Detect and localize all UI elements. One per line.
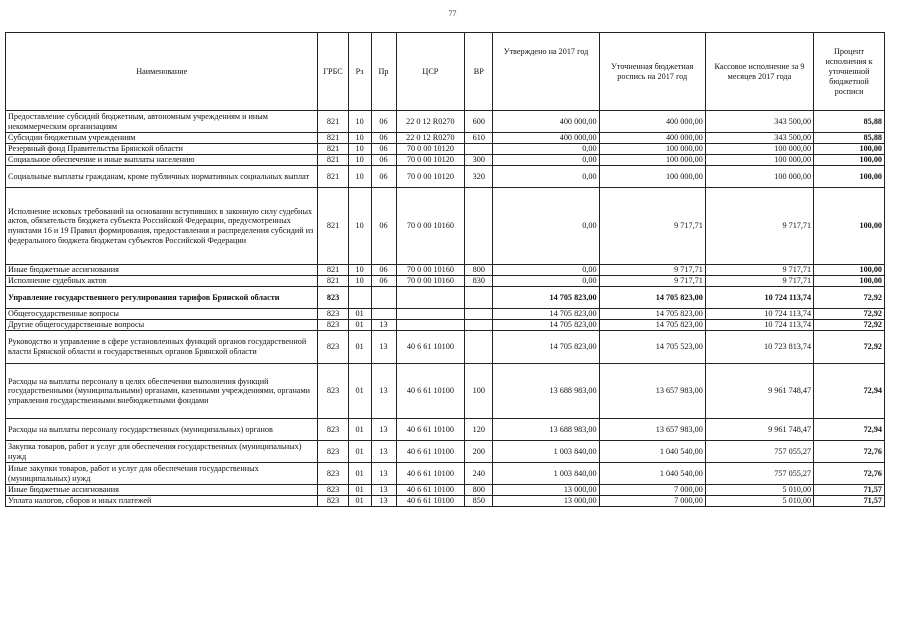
row-approved: 0,00 [493,166,599,188]
row-name: Закупка товаров, работ и услуг для обеспечения государственных (муниципальных) нужд [6,441,318,463]
row-vr [465,331,493,364]
row-approved: 14 705 823,00 [493,287,599,309]
table-row [6,111,885,133]
row-rz: 01 [348,364,371,419]
row-name: Исполнение исковых требований на основании вступивших в законную силу судебных актов, обязательств бюджета субъекта Российской Федерации, предусмотренных пунктами 16 и 19 Правил формирования, предоставления и распределения субсидий из федерального бюджета бюджетам субъектов Российской Федерации [6,188,318,265]
row-csr: 70 0 00 10160 [396,188,465,265]
row-csr [396,287,465,309]
row-csr: 22 0 12 R0270 [396,133,465,144]
row-percent: 100,00 [814,188,885,265]
row-csr: 70 0 00 10120 [396,166,465,188]
budget-table [5,32,885,507]
row-approved: 0,00 [493,155,599,166]
table-row [6,419,885,441]
row-name: Резервный фонд Правительства Брянской области [6,144,318,155]
row-cash: 10 724 113,74 [705,309,813,320]
row-approved: 400 000,00 [493,133,599,144]
row-refined: 7 000,00 [599,496,705,507]
row-csr: 70 0 00 10120 [396,155,465,166]
row-percent: 72,92 [814,320,885,331]
row-percent: 100,00 [814,155,885,166]
row-approved: 0,00 [493,144,599,155]
row-grbs: 821 [318,265,348,276]
row-rz: 01 [348,441,371,463]
row-refined: 13 657 983,00 [599,364,705,419]
header-pr: Пр [371,33,396,111]
row-cash: 5 010,00 [705,496,813,507]
row-refined: 7 000,00 [599,485,705,496]
row-name: Субсидии бюджетным учреждениям [6,133,318,144]
row-percent: 71,57 [814,485,885,496]
row-vr: 800 [465,485,493,496]
row-approved: 0,00 [493,188,599,265]
header-cash: Кассовое исполнение за 9 месяцев 2017 года [705,33,813,111]
page-number: 77 [448,9,457,18]
row-name: Иные бюджетные ассигнования [6,485,318,496]
row-csr: 70 0 00 10160 [396,276,465,287]
row-grbs: 823 [318,364,348,419]
row-cash: 100 000,00 [705,166,813,188]
table-row [6,188,885,265]
row-approved: 1 003 840,00 [493,463,599,485]
row-rz [348,287,371,309]
row-name: Другие общегосударственные вопросы [6,320,318,331]
row-vr: 300 [465,155,493,166]
row-pr: 06 [371,133,396,144]
row-pr: 06 [371,188,396,265]
table-row [6,496,885,507]
row-vr: 120 [465,419,493,441]
row-pr: 13 [371,441,396,463]
row-vr: 320 [465,166,493,188]
row-vr [465,188,493,265]
row-pr: 06 [371,111,396,133]
row-refined: 9 717,71 [599,276,705,287]
row-grbs: 821 [318,276,348,287]
row-grbs: 823 [318,485,348,496]
header-name: Наименование [6,33,318,111]
row-percent: 100,00 [814,144,885,155]
row-rz: 10 [348,155,371,166]
table-row [6,155,885,166]
row-percent: 85,88 [814,133,885,144]
row-cash: 9 717,71 [705,188,813,265]
row-vr: 200 [465,441,493,463]
row-name: Иные закупки товаров, работ и услуг для обеспечения государственных (муниципальных) нужд [6,463,318,485]
row-grbs: 823 [318,309,348,320]
row-pr: 13 [371,485,396,496]
row-percent: 100,00 [814,276,885,287]
row-rz: 10 [348,133,371,144]
row-vr [465,144,493,155]
row-approved: 0,00 [493,276,599,287]
row-approved: 14 705 823,00 [493,320,599,331]
row-refined: 1 040 540,00 [599,463,705,485]
row-approved: 13 000,00 [493,485,599,496]
table-row [6,133,885,144]
row-approved: 14 705 823,00 [493,309,599,320]
row-approved: 13 688 983,00 [493,364,599,419]
row-cash: 10 723 813,74 [705,331,813,364]
row-refined: 13 657 983,00 [599,419,705,441]
row-rz: 01 [348,320,371,331]
row-vr: 600 [465,111,493,133]
row-refined: 100 000,00 [599,166,705,188]
row-vr [465,287,493,309]
row-cash: 343 500,00 [705,111,813,133]
row-csr: 40 6 61 10100 [396,496,465,507]
table-row [6,309,885,320]
row-grbs: 823 [318,331,348,364]
row-rz: 01 [348,331,371,364]
row-grbs: 821 [318,166,348,188]
row-rz: 10 [348,166,371,188]
row-grbs: 823 [318,441,348,463]
row-approved: 0,00 [493,265,599,276]
row-percent: 72,94 [814,364,885,419]
row-pr: 13 [371,320,396,331]
row-rz: 10 [348,276,371,287]
row-percent: 72,92 [814,309,885,320]
row-percent: 100,00 [814,265,885,276]
row-name: Расходы на выплаты персоналу государственных (муниципальных) органов [6,419,318,441]
table-row [6,463,885,485]
header-percent: Процент исполнения к уточненной бюджетной росписи [814,33,885,111]
row-csr: 40 6 61 10100 [396,331,465,364]
row-name: Социальное обеспечение и иные выплаты населению [6,155,318,166]
row-refined: 100 000,00 [599,155,705,166]
row-rz: 10 [348,111,371,133]
header-grbs: ГРБС [318,33,348,111]
row-grbs: 821 [318,144,348,155]
row-cash: 100 000,00 [705,155,813,166]
row-approved: 13 688 983,00 [493,419,599,441]
row-cash: 10 724 113,74 [705,287,813,309]
row-rz: 01 [348,463,371,485]
row-percent: 72,92 [814,287,885,309]
row-refined: 400 000,00 [599,111,705,133]
row-refined: 14 705 823,00 [599,287,705,309]
row-rz: 10 [348,144,371,155]
row-name: Общегосударственные вопросы [6,309,318,320]
row-name: Уплата налогов, сборов и иных платежей [6,496,318,507]
row-refined: 14 705 823,00 [599,309,705,320]
row-name: Расходы на выплаты персоналу в целях обеспечения выполнения функций государственными (муниципальными) органами, казенными учреждениями, органами управления государственными внебюджетными фондами [6,364,318,419]
row-pr: 06 [371,276,396,287]
header-approved: Утверждено на 2017 год [493,33,599,111]
row-csr: 40 6 61 10100 [396,463,465,485]
row-cash: 9 717,71 [705,276,813,287]
row-pr: 06 [371,265,396,276]
row-csr: 40 6 61 10100 [396,485,465,496]
row-csr [396,309,465,320]
row-cash: 5 010,00 [705,485,813,496]
row-approved: 13 000,00 [493,496,599,507]
row-csr: 40 6 61 10100 [396,441,465,463]
table-row [6,265,885,276]
table-row [6,364,885,419]
table-header-row [6,33,885,111]
row-refined: 400 000,00 [599,133,705,144]
row-cash: 343 500,00 [705,133,813,144]
row-vr [465,320,493,331]
row-cash: 9 717,71 [705,265,813,276]
row-name: Управление государственного регулирования тарифов Брянской области [6,287,318,309]
row-pr [371,309,396,320]
row-pr: 06 [371,155,396,166]
row-pr: 06 [371,166,396,188]
row-vr: 610 [465,133,493,144]
row-csr: 70 0 00 10160 [396,265,465,276]
row-csr: 22 0 12 R0270 [396,111,465,133]
row-csr: 70 0 00 10120 [396,144,465,155]
row-percent: 72,92 [814,331,885,364]
table-row [6,441,885,463]
row-vr: 240 [465,463,493,485]
row-approved: 400 000,00 [493,111,599,133]
row-grbs: 823 [318,463,348,485]
row-rz: 01 [348,419,371,441]
table-row [6,331,885,364]
row-pr: 13 [371,496,396,507]
row-cash: 757 055,27 [705,441,813,463]
row-refined: 100 000,00 [599,144,705,155]
row-refined: 9 717,71 [599,188,705,265]
header-vr: ВР [465,33,493,111]
row-csr: 40 6 61 10100 [396,364,465,419]
header-refined: Уточненная бюджетная роспись на 2017 год [599,33,705,111]
table-row [6,144,885,155]
row-name: Руководство и управление в сфере установленных функций органов государственной власти Брянской области и государственных органов Брянской области [6,331,318,364]
row-refined: 1 040 540,00 [599,441,705,463]
row-rz: 01 [348,496,371,507]
row-percent: 72,76 [814,463,885,485]
row-name: Исполнение судебных актов [6,276,318,287]
row-csr: 40 6 61 10100 [396,419,465,441]
row-percent: 72,94 [814,419,885,441]
row-name: Иные бюджетные ассигнования [6,265,318,276]
row-cash: 100 000,00 [705,144,813,155]
row-grbs: 823 [318,496,348,507]
table-row [6,276,885,287]
header-rz: Рз [348,33,371,111]
row-grbs: 823 [318,419,348,441]
row-percent: 71,57 [814,496,885,507]
row-name: Предоставление субсидий бюджетным, автономным учреждениям и иным некоммерческим организациям [6,111,318,133]
row-percent: 85,88 [814,111,885,133]
row-rz: 10 [348,188,371,265]
row-name: Социальные выплаты гражданам, кроме публичных нормативных социальных выплат [6,166,318,188]
row-vr: 100 [465,364,493,419]
table-row [6,166,885,188]
row-grbs: 823 [318,320,348,331]
row-rz: 10 [348,265,371,276]
row-approved: 14 705 823,00 [493,331,599,364]
row-refined: 14 705 823,00 [599,320,705,331]
row-pr: 13 [371,419,396,441]
row-vr: 850 [465,496,493,507]
row-pr: 13 [371,364,396,419]
row-grbs: 821 [318,133,348,144]
row-cash: 9 961 748,47 [705,419,813,441]
table-row [6,287,885,309]
header-csr: ЦСР [396,33,465,111]
row-percent: 72,76 [814,441,885,463]
table-row [6,320,885,331]
row-rz: 01 [348,309,371,320]
row-pr: 13 [371,331,396,364]
row-vr: 830 [465,276,493,287]
row-vr: 800 [465,265,493,276]
row-refined: 9 717,71 [599,265,705,276]
row-grbs: 821 [318,188,348,265]
row-approved: 1 003 840,00 [493,441,599,463]
row-refined: 14 705 523,00 [599,331,705,364]
row-cash: 10 724 113,74 [705,320,813,331]
table-row [6,485,885,496]
row-pr [371,287,396,309]
row-vr [465,309,493,320]
row-pr: 06 [371,144,396,155]
row-grbs: 821 [318,155,348,166]
row-grbs: 823 [318,287,348,309]
row-percent: 100,00 [814,166,885,188]
row-csr [396,320,465,331]
row-pr: 13 [371,463,396,485]
row-rz: 01 [348,485,371,496]
row-cash: 757 055,27 [705,463,813,485]
row-cash: 9 961 748,47 [705,364,813,419]
row-grbs: 821 [318,111,348,133]
